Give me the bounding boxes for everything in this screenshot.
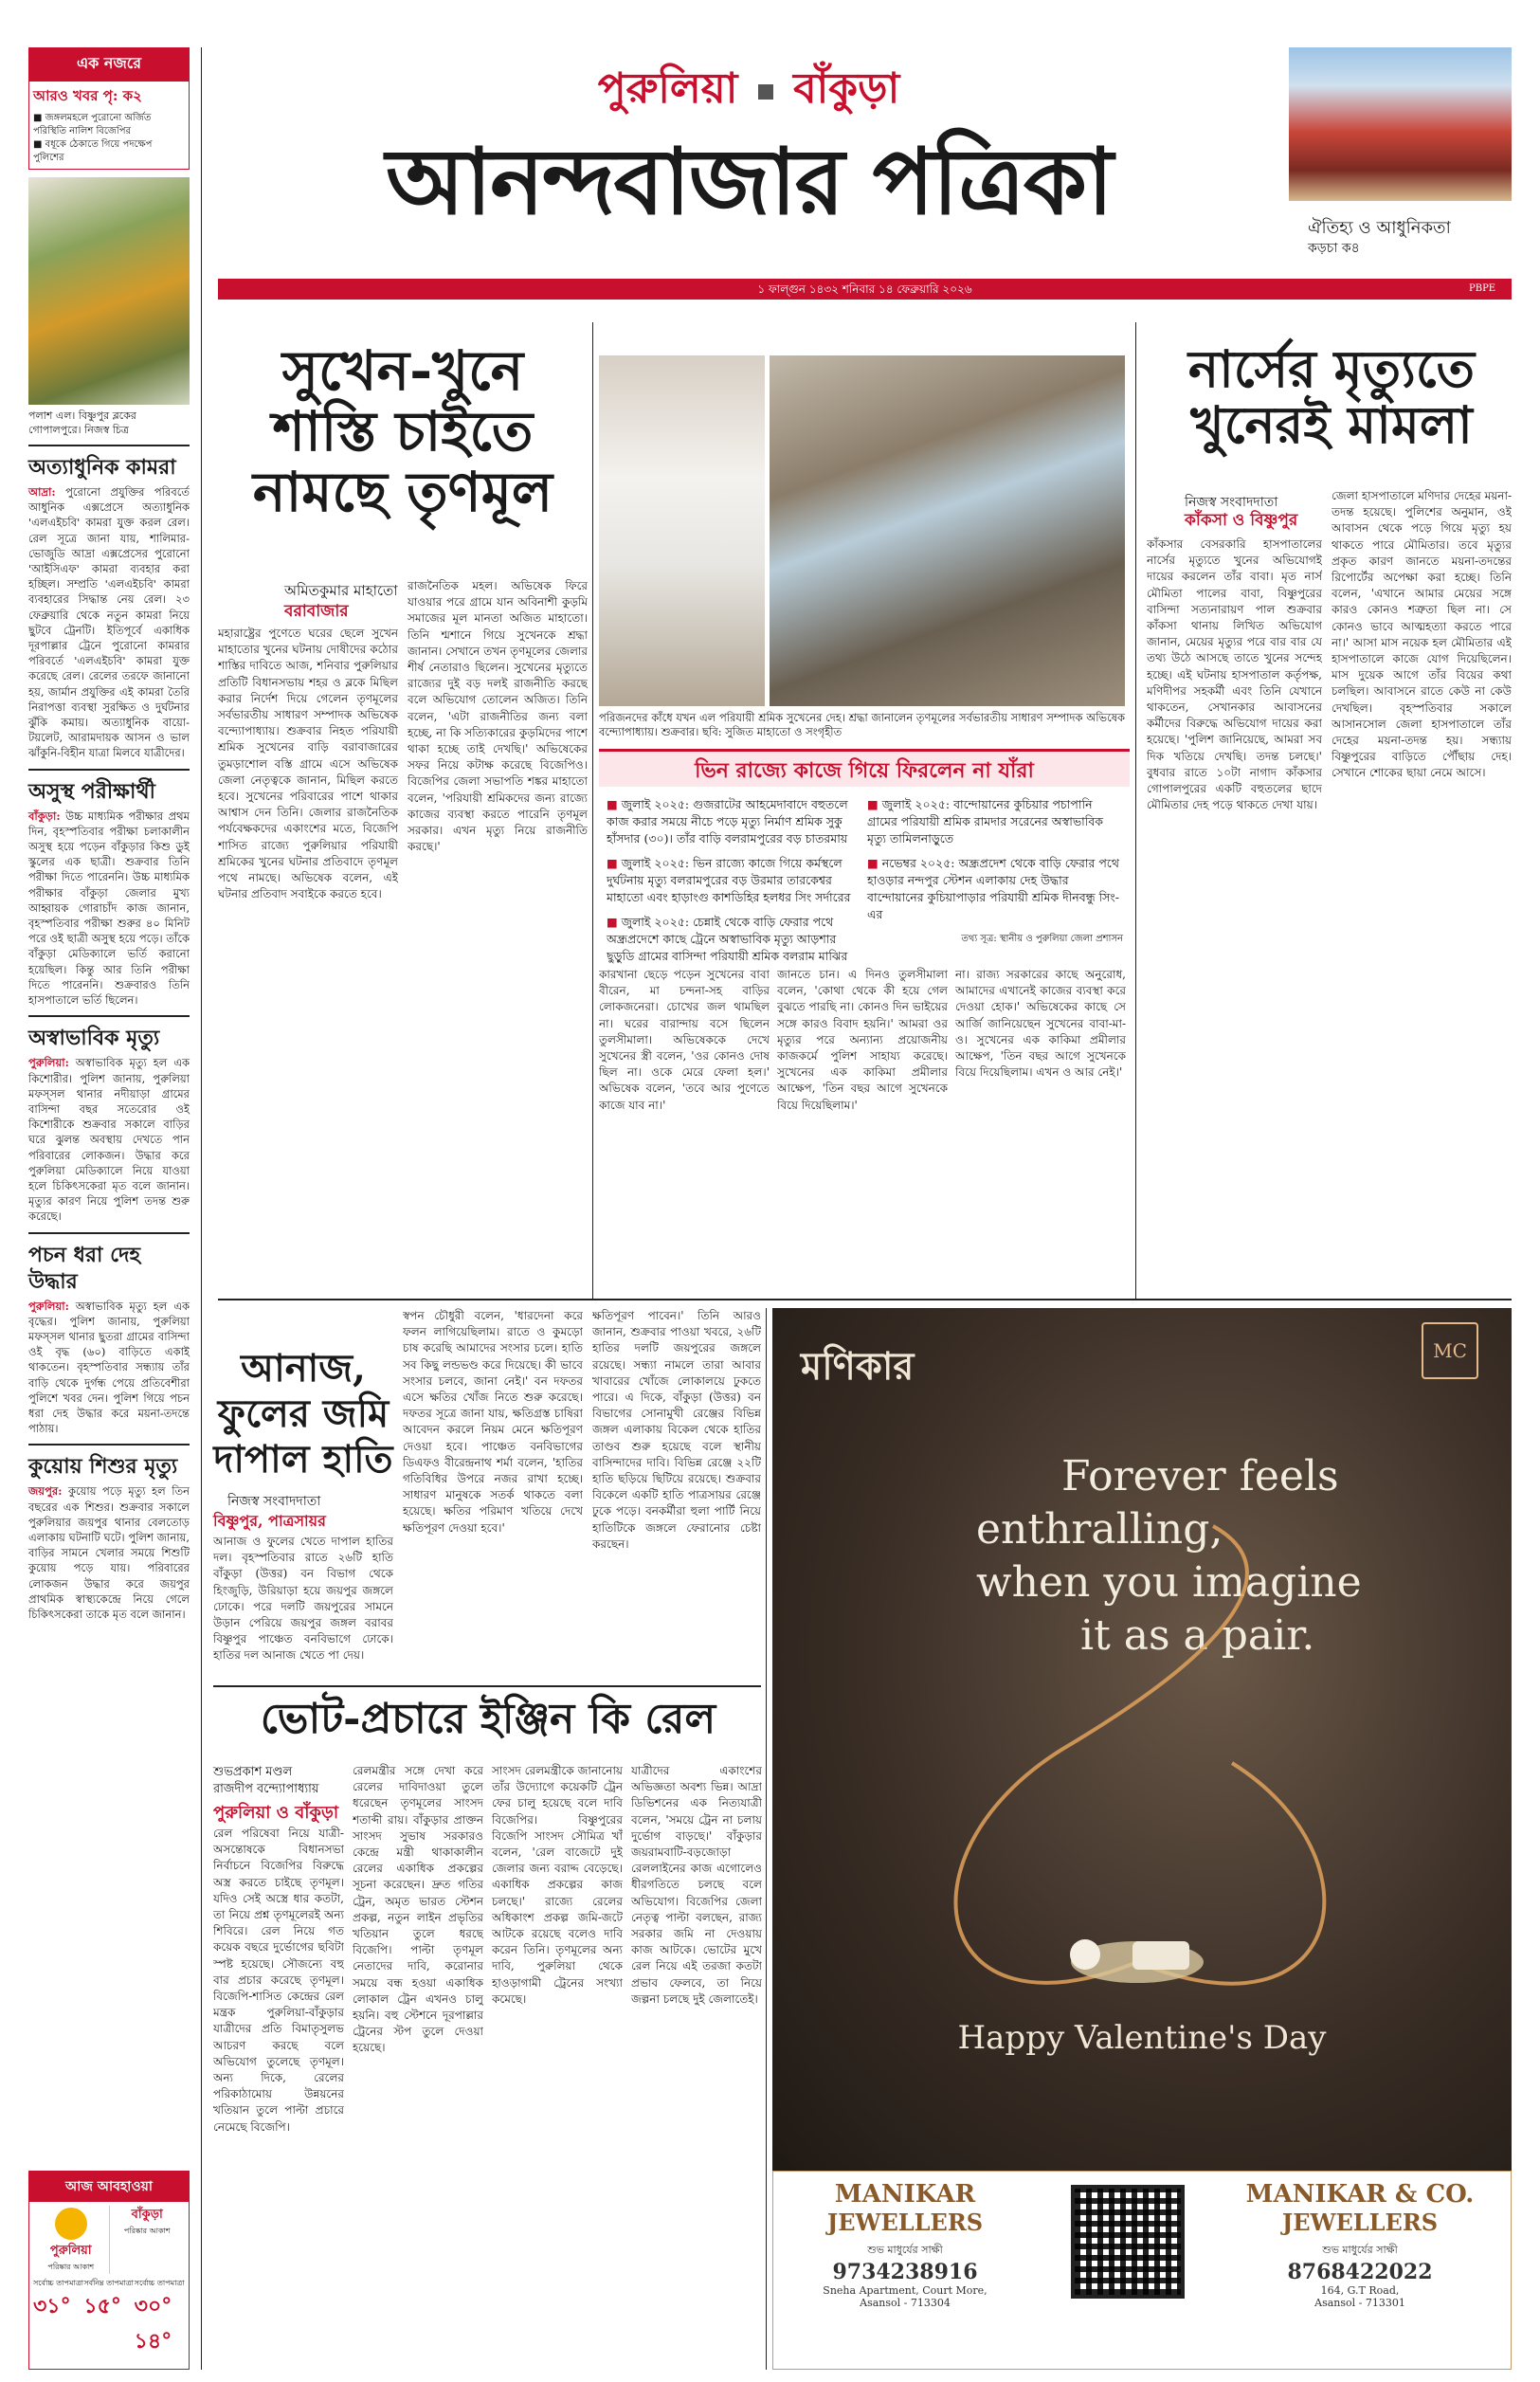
weather-condition: পরিষ্কার আকাশ bbox=[47, 2263, 95, 2271]
max-label: সর্বোচ্চ তাপমাত্রা bbox=[33, 2279, 83, 2287]
story-body: পুরুলিয়া: অস্বাভাবিক মৃত্যু হল এক কিশোরীর। পুলিশ জানায়, পুরুলিয়া মফস্সল থানার নদীয়াড়া গ্রামের বাসিন্দা বছর সতেরোর ওই কিশোরীকে শুক্রবার সকালে বাড়ির ঘরে ঝুলন্ত অবস্থায় দেখতে পান পরিবারের লোকজন। উদ্ধার করে পুরুলিয়া মেডিক্যালে নিয়ে যাওয়া হলে চিকিৎসকেরা মৃত বলে জানান। মৃত্যুর কারণ নিয়ে পুলিশ তদন্ত শুরু করেছে। bbox=[28, 1056, 190, 1224]
list-item: ■ জুলাই ২০২৫: ভিন রাজ্যে কাজে গিয়ে কর্মস্থলে দুর্ঘটনায় মৃত্যু বলরামপুরের বড় উরমার তারকেশ্বর মাহাতো এবং হাড়াংগু কাশডিহির হলধর সিং সর্দারের bbox=[607, 856, 851, 904]
list-item: ■ জুলাই ২০২৫: গুজরাটের আহমেদাবাদে বহুতলে কাজ করার সময়ে নীচে পড়ে মৃত্যু নির্মাণ শ্রমিক সুকু হাঁসদার (৩০)। তাঁর বাড়ি বলরামপুরের বড় চাতরমায় bbox=[607, 797, 848, 846]
byline: শুভপ্রকাশ মণ্ডল bbox=[213, 1765, 293, 1779]
nurse-body-col2: জেলা হাসপাতালে মণিদার দেহের ময়না-তদন্ত হয়েছে। পুলিশের অনুমান, ওই আবাসন থেকে পড়ে গিয়ে মৃত্যু হয় থাকতে পারে মৌমিতার। তবে মৃত্যুর প্রকৃত কারণ জানতে ময়না-তদন্তের রিপোর্টের অপেক্ষা করা হচ্ছে। তিনি বলেন, 'এখানে আমার মেয়ের সঙ্গে কারও কোনও শত্রুতা ছিল না। সে কোনও ভাবে আত্মহত্যা করতে পারে না।' আসা মাস নয়েক হল মৌমিতার এই হাসপাতালে কাজে যোগ দিয়েছিলেন। মাস দুয়েক আগে তাঁর বিয়ের কথা চলছিল। আবাসনে রাতে কেউ না কেউ দেখছিল। বৃহস্পতিবার সকালে আসানসোল জেলা হাসপাতালে তাঁর দেহের ময়না-তদন্ত হয়। সন্ধ্যায় বিষ্ণুপুরের বাড়িতে পৌঁছায় দেহ। সেখানে শোকের ছায়া নেমে আসে। bbox=[1332, 489, 1512, 780]
temp-max: ৩০° bbox=[134, 2294, 172, 2318]
byline: নিজস্ব সংবাদদাতা bbox=[1185, 495, 1278, 510]
elephant-headline: আনাজ, ফুলের জমি দাপাল হাতি bbox=[213, 1346, 393, 1482]
story-title: কুয়োয় শিশুর মৃত্যু bbox=[28, 1454, 178, 1480]
story-title: পচন ধরা দেহ উদ্ধার bbox=[28, 1242, 141, 1294]
info-box-right bbox=[867, 796, 1123, 948]
story-body: জয়পুর: কুয়োয় পড়ে মৃত্যু হল তিন বছরের এক শিশুর। শুক্রবার সকালে পুরুলিয়ার জয়পুর থানার বেলতোড় এলাকায় ঘটনাটি ঘটে। পুলিশ জানায়, বাড়ির সামনে খেলার সময়ে শিশুটি কুয়োয় পড়ে যায়। পরিবারের লোকজন উদ্ধার করে জয়পুর প্রাথমিক স্বাস্থ্যকেন্দ্রে নিয়ে গেলে চিকিৎসকেরা তাকে মৃত বলে জানান। bbox=[28, 1484, 190, 1621]
temp-min: ১৪° bbox=[134, 2329, 172, 2354]
elephant-body-col2: স্বপন চৌধুরী বলেন, 'ধারদেনা করে ফলন লাগিয়েছিলাম। রাতে ও কুমড়ো চাষ করেছি আমাদের সংসার চলে। হাতি সব কিছু লন্ডভণ্ড করে দিয়েছে। কী ভাবে সংসার চলবে, জানা নেই।' বন দফতর এসে ক্ষতির খোঁজ নিতে শুরু করেছে। দফতর সূত্রে জানা যায়, ক্ষতিগ্রস্ত চাষিরা আবেদন করলে নিয়ম মেনে ক্ষতিপূরণ দেওয়া হবে। পাঞ্চেত বনবিভাগের ডিএফও বীরেন্দ্রনাথ শর্মা বলেন, 'হাতির গতিবিধির উপরে নজর রাখা হচ্ছে। সাধারণ মানুষকে সতর্ক থাকতে বলা হয়েছে। ক্ষতির পরিমাণ খতিয়ে দেখে ক্ষতিপূরণ দেওয়া হবে।' bbox=[403, 1309, 583, 1535]
source-note: তথ্য সূত্র: স্থানীয় ও পুরুলিয়া জেলা প্রশাসন bbox=[961, 934, 1123, 944]
story-body: পুরুলিয়া: অস্বাভাবিক মৃত্যু হল এক বৃদ্ধের। পুলিশ জানায়, পুরুলিয়া মফস্সল থানার ছুতরা গ্রামের বাসিন্দা ওই বৃদ্ধ (৬০) বাড়িতে একাই থাকতেন। বৃহস্পতিবার সন্ধ্যায় তাঁর বাড়ি থেকে দুর্গন্ধ পেয়ে প্রতিবেশীরা পুলিশে খবর দেন। পুলিশ গিয়ে পচন ধরা দেহ উদ্ধার করে ময়না-তদন্তে পাঠায়। bbox=[28, 1299, 190, 1436]
weather-title: আজ আবহাওয়া bbox=[29, 2172, 189, 2202]
train-body-col2: রেলমন্ত্রীর সঙ্গে দেখা করে রেলের দাবিদাওয়া তুলে ধরেছেন তৃণমূলের সাংসদ শতাব্দী রায়। বাঁকুড়ার প্রাক্তন সাংসদ সুভাষ সরকারও কেন্দ্রে মন্ত্রী থাকাকালীন রেলের একাধিক প্রকল্পের সূচনা করেছেন। দ্রুত গতির ট্রেন, অমৃত ভারত স্টেশন প্রকল্প, নতুন লাইন প্রভৃতির খতিয়ান তুলে ধরছে বিজেপি। পাল্টা তৃণমূল নেতাদের দাবি, করোনার সময়ে বন্ধ হওয়া একাধিক লোকাল ট্রেন এখনও চালু হয়নি। বহু স্টেশনে দূরপাল্লার ট্রেনের স্টপ তুলে দেওয়া হয়েছে। bbox=[353, 1764, 483, 2055]
story-title: অস্বাভাবিক মৃত্যু bbox=[28, 1026, 160, 1051]
lead-cont-col2: জানতে চান। এ দিনও তুলসীমালা বলেন, 'কোথা থেকে কী হয়ে গেল বুঝতে পারছি না। কোনও দিন ভাইয়ের সঙ্গে কারও বিবাদ হয়নি।' আমরা ওর মৃত্যুর পরে অন্যান্য প্রয়োজনীয় কাজকর্মে পুলিশ সাহায্য করেছে। সুখেনের এক কাকিমা প্রমীলার আক্ষেপ, 'তিন বছর আগে সুখেনকে বিয়ে দিয়েছিলাম।' bbox=[777, 968, 948, 1112]
list-item: ■ জুলাই ২০২৫: চেন্নাই থেকে বাড়ি ফেরার পথে অন্ধ্রপ্রদেশে কাছে ট্রেনে অস্বাভাবিক মৃত্যু আড়শার ছুড়ুডি গ্রামের বাসিন্দা পরিযায়ী শ্রমিক বলরাম মাঝির bbox=[607, 915, 848, 963]
lead-body-col2: রাজনৈতিক মহল। অভিষেক ফিরে যাওয়ার পরে গ্রামে যান অবিনাশী কুড়মি সমাজের মূল মানতা অজিত মাহাতো। তিনি শ্মশানে গিয়ে সুখেনকে শ্রদ্ধা জানান। সেখানে তখন তৃণমূলের জেলার শীর্ষ নেতারাও ছিলেন। সুখেনের মৃত্যুতে রাজ্যের দুই বড় দলই রাজনীতি করছে বলে অভিযোগ তোলেন অজিত। তিনি বলেন, 'এটা রাজনীতির জন্য বলা হচ্ছে, না কি সত্যিকারের কুড়মিদের পাশে থাকা হচ্ছে তাই দেখছি।' অভিষেকের সফর নিয়ে কটাক্ষ করেছে বিজেপিও। বিজেপির জেলা সভাপতি শঙ্কর মাহাতো বলেন, 'পরিযায়ী শ্রমিকদের জন্য রাজ্যে কাজের ব্যবস্থা করতে পারেনি তৃণমূল সরকার। এখন মৃত্যু নিয়ে রাজনীতি করছে।' bbox=[408, 579, 588, 854]
left-sidebar bbox=[28, 47, 190, 2379]
promo-caption: ঐতিহ্য ও আধুনিকতা bbox=[1308, 218, 1451, 238]
ad-brand: মণিকার bbox=[801, 1344, 915, 1389]
list-item: ■ নভেম্বর ২০২৫: অন্ধ্রপ্রদেশ থেকে বাড়ি ফেরার পথে হাওড়ার নন্দপুর স্টেশন এলাকায় দেহ উদ্ধার বান্দোয়ানের কুচিয়াপাড়ার পরিযায়ী শ্রমিক দীনবন্ধু সিং-এর bbox=[867, 856, 1120, 921]
byline: নিজস্ব সংবাদদাতা bbox=[227, 1494, 321, 1509]
info-box-left bbox=[607, 796, 858, 965]
square-separator-icon bbox=[758, 84, 773, 100]
story-title: অত্যাধুনিক কামরা bbox=[28, 455, 176, 480]
photo-caption: পরিজনদের কাঁধে যখন এল পরিযায়ী শ্রমিক সুখেনের দেহ। শ্রদ্ধা জানালেন তৃণমূলের সর্বভারতীয় সাধারণ সম্পাদক অভিষেক বন্দ্যোপাধ্যায়। শুক্রবার। ছবি: সুজিত মাহাতো ও সংগৃহীত bbox=[599, 711, 1126, 738]
story-body: আদ্রা: পুরোনো প্রযুক্তির পরিবর্তে আধুনিক এক্সপ্রেসে অত্যাধুনিক 'এলএইচবি' কামরা যুক্ত করল রেল। রেল সূত্রে জানা যায়, শালিমার-ভোজুডি আদ্রা এক্সপ্রেসের পুরোনো 'আইসিএফ' কামরা ব্যবহার করা হচ্ছিল। সম্প্রতি 'এলএইচবি' কামরা ব্যবহারের সিদ্ধান্ত নেয় রেল। ২৩ ফেব্রুয়ারি থেকে নতুন কামরা নিয়ে ছুটবে ট্রেনটি। ইতিপূর্বে একাধিক দূরপাল্লার ট্রেনে পুরোনো কামরার পরিবর্তে 'এলএইচবি' কামরা যুক্ত করেছে রেল। রেলের তরফে জানানো হয়, জার্মান প্রযুক্তির এই কামরা তৈরি নিরাপত্তা ব্যবস্থা সুরক্ষিত ও দুর্ঘটনার ঝুঁকি কমায়। অত্যাধুনিক বায়ো-টয়লেট, আরামদায়ক আসন ও ভাল ঝাঁকুনি-বিহীন যাত্রা মিলবে যাত্রীদের। bbox=[28, 485, 190, 760]
ribbon-decoration bbox=[853, 1517, 1440, 2066]
sun-icon bbox=[55, 2208, 87, 2240]
store-one[interactable]: MANIKAR JEWELLERS শুভ মাধুর্যের সাক্ষী 9734238916 Sneha Apartment, Court More, Asansol - 713304 bbox=[823, 2180, 987, 2309]
dateline: ১ ফাল্গুন ১৪৩২ শনিবার ১৪ ফেব্রুয়ারি ২০২৬ bbox=[757, 282, 972, 296]
train-body-col1: রেল পরিষেবা নিয়ে যাত্রী-অসন্তোষকে বিধানসভা নির্বাচনে বিজেপির বিরুদ্ধে অস্ত্র করতে চাইছে তৃণমূল। যদিও সেই অস্ত্রে ধার কতটা, তা নিয়ে প্রশ্ন তৃণমূলেরই অন্য শিবিরে। রেল নিয়ে গত কয়েক বছরে দুর্ভোগের ছবিটা স্পষ্ট হয়েছে। সৌজন্যে বহু বার প্রচার করেছে তৃণমূল। বিজেপি-শাসিত কেন্দ্রের রেল মন্ত্রক পুরুলিয়া-বাঁকুড়ার যাত্রীদের প্রতি বিমাতৃসুলভ আচরণ করছে বলে অভিযোগ তুলেছে তৃণমূল। অন্য দিকে, রেলের পরিকাঠামোয় উন্নয়নের খতিয়ান তুলে পাল্টা প্রচারে নেমেছে বিজেপি। bbox=[213, 1827, 344, 2134]
lead-cont-col1: কারখানা ছেড়ে পড়েন সুখেনের বাবা বীরেন, মা চন্দনা-সহ বাড়ির লোকজনেরা। চোখের জল থামছিল না। ঘরের বারান্দায় বসে ছিলেন তুলসীমালা। অভিষেককে দেখে সুখেনের স্ত্রী বলেন, 'ওর কোনও দোষ ছিল না। ওকে মেরে ফেলা হল।' অভিষেক বলেন, 'তবে আর পুণেতে কাজে যাব না।' bbox=[599, 968, 770, 1112]
elephant-body-col3: ক্ষতিপূরণ পাবেন।' তিনি আরও জানান, শুক্রবার পাওয়া খবরে, ২৬টি হাতির দলটি জয়পুরের জঙ্গলে রয়েছে। সন্ধ্যা নামলে তারা আবার খাবারের খোঁজে লোকালয়ে ঢুকতে পারে। এ দিকে, বাঁকুড়া (উত্তর) বন বিভাগের সোনামুখী রেঞ্জের বিভিন্ন জঙ্গল এলাকায় বিকেল থেকে হাতির তাণ্ডব শুরু হয়েছে বলে স্থানীয় বাসিন্দাদের দাবি। বিভিন্ন রেঞ্জে ২২টি হাতি ছড়িয়ে ছিটিয়ে রয়েছে। শুক্রবার বিকেলে একটি হাতি পাত্রসায়র রেঞ্জে ঢুকে পড়ে। বনকর্মীরা হুলা পার্টি নিয়ে হাতিটিকে জঙ্গলে ফেরানোর চেষ্টা করছেন। bbox=[592, 1309, 761, 1551]
list-item: ■ জুলাই ২০২৫: বান্দোয়ানের কুচিয়ার পচাপানি গ্রামের পরিযায়ী শ্রমিক রামদার সরেনের অস্বাভাবিক মৃত্যু তামিলনাড়ুতে bbox=[867, 797, 1104, 846]
newspaper-name[interactable]: আনন্দবাজার পত্রিকা bbox=[386, 128, 1112, 235]
train-body-col4: যাত্রীদের একাংশের অভিজ্ঞতা অবশ্য ভিন্ন। আদ্রা ডিভিশনের এক নিত্যযাত্রী বলেন, 'সময়ে ট্রেন না চলায় দুর্ভোগ বাড়ছে।' বাঁকুড়ার জয়রামবাটি-বড়জোড়া রেললাইনের কাজ এগোলেও ধীরগতিতে চলছে বলে অভিযোগ। বিজেপির জেলা নেতৃত্ব পাল্টা বলছেন, রাজ্য সরকার জমি না দেওয়ায় কাজ আটকে। ভোটের মুখে রেল নিয়ে এই তরজা কতটা প্রভাব ফেলবে, তা নিয়ে জল্পনা চলছে দুই জেলাতেই। bbox=[631, 1764, 762, 2006]
weather-condition: পরিষ্কার আকাশ bbox=[123, 2227, 171, 2235]
dance-photo bbox=[1289, 47, 1512, 201]
dateline-place: বিষ্ণুপুর, পাত্রসায়র bbox=[213, 1512, 326, 1530]
index-box bbox=[28, 81, 190, 170]
story-body: বাঁকুড়া: উচ্চ মাধ্যমিক পরীক্ষার প্রথম দিন, বৃহস্পতিবার পরীক্ষা চলাকালীন অসুস্থ হয়ে পড়েন বাঁকুড়ার কিশু ডুই স্কুলের এক ছাত্রী। শুক্রবার তিনি পরীক্ষা দিতে পারেননি। উচ্চ মাধ্যমিক পরীক্ষার বাঁকুড়া জেলার মুখ্য আহ্বায়ক গোরাচাঁদ কাজ জানান, বৃহস্পতিবার পরীক্ষা শুরুর ৪০ মিনিট পরে ওই ছাত্রী অসুস্থ হয়ে পড়ে। তাঁকে বাঁকুড়া মেডিক্যালে ভর্তি করানো হয়েছিল। কিন্তু আর তিনি পরীক্ষা দিতে পারেননি। শুক্রবারও তিনি হাসপাতালে ভর্তি ছিলেন। bbox=[28, 809, 190, 1008]
tribute-photo bbox=[599, 355, 765, 706]
index-title[interactable]: আরও খবর পৃ: ক২ bbox=[33, 87, 142, 104]
edition-code: PBPE bbox=[1469, 283, 1496, 294]
nurse-headline: নার্সের মৃত্যুতে খুনেরই মামলা bbox=[1187, 338, 1476, 456]
promo-box[interactable] bbox=[1289, 47, 1512, 209]
train-body-col3: সাংসদ রেলমন্ত্রীকে জানানোয় তাঁর উদ্যোগে কয়েকটি ট্রেন ফের চালু হয়েছে বলে দাবি বিজেপির। বিষ্ণুপুরের বিজেপি সাংসদ সৌমিত্র খাঁ বলেন, 'রেল বাজেটে দুই জেলার জন্য বরাদ্দ বেড়েছে। একাধিক প্রকল্পের কাজ চলছে।' রাজ্যে রেলের অধিকাংশ প্রকল্প জমি-জটে আটকে রয়েছে বলেও দাবি করেন তিনি। তৃণমূলের অন্য দাবি, পুরুলিয়া থেকে হাওড়াগামী ট্রেনের সংখ্যা কমেছে। bbox=[492, 1764, 623, 2006]
lead-body-col1: মহারাষ্ট্রের পুণেতে ঘরের ছেলে সুখেন মাহাতোর খুনের ঘটনায় দোষীদের কঠোর শাস্তির দাবিতে আজ, শনিবার পুরুলিয়ার প্রতিটি বিধানসভায় শহর ও ব্লকে মিছিল করার নির্দেশ দিয়ে গেলেন তৃণমূলের সর্বভারতীয় সাধারণ সম্পাদক অভিষেক বন্দ্যোপাধ্যায়। শুক্রবার নিহত পরিযায়ী শ্রমিক সুখেনের বাড়ি বরাবাজারের তুমড়াশোল বস্তি গ্রামে এসে অভিষেক জেলা নেতৃত্বকে জানান, মিছিল করতে হবে। সুখেনের পরিবারের পাশে থাকার আশ্বাস দেন তিনি। জেলার রাজনৈতিক পর্যবেক্ষকদের একাংশের মতে, বিজেপি শাসিত রাজ্যে পুরুলিয়ার পরিযায়ী শ্রমিকের খুনের ঘটনার প্রতিবাদে তৃণমূল পথে নামছে। অভিষেক বলেন, এই ঘটনার প্রতিবাদ সবাইকে করতে হবে। bbox=[218, 627, 398, 901]
temp-min: ১৫° bbox=[83, 2294, 121, 2318]
info-box-title: ভিন রাজ্যে কাজে গিয়ে ফিরলেন না যাঁরা bbox=[695, 758, 1034, 783]
store-two[interactable]: MANIKAR & CO. JEWELLERS শুভ মাধুর্যের সাক্ষী 8768422022 164, G.T Road, Asansol - 713301 bbox=[1245, 2180, 1475, 2309]
dateline-place: কাঁকসা ও বিষ্ণুপুর bbox=[1185, 511, 1298, 530]
qr-code-icon[interactable] bbox=[1071, 2185, 1185, 2299]
edition-title: পুরুলিয়া বাঁকুড়া bbox=[597, 64, 900, 113]
nurse-body-col1: কাঁকসার বেসরকারি হাসপাতালের নার্সের মৃত্যুতে খুনের অভিযোগই দায়ের করলেন তাঁর বাবা। মৃত নার্স মৌমিতা পালের বাবা, বিষ্ণুপুরের বাসিন্দা সত্যনারায়ণ পাল শুক্রবার কাঁকসা থানায় লিখিত অভিযোগ জানান, মেয়ের মৃত্যুর পরে বার বার যে তথ্য উঠে আসছে তাতে খুনের সন্দেহ হচ্ছে। এই ঘটনায় হাসপাতাল কর্তৃপক্ষ, মণিদীপর সহকর্মী এবং তিনি যেখানে থাকতেন, সেখানকার আবাসনের কর্মীদের বিরুদ্ধে অভিযোগ দায়ের করা হয়েছে। 'পুলিশ জানিয়েছে, আমরা সব দিক খতিয়ে দেখছি। তদন্ত চলছে।' বুধবার রাতে ১০টা নাগাদ কাঁকসার গোপালপুরের একটি বহুতলের ছাদে মৌমিতার দেহ পড়ে থাকতে দেখা যায়। bbox=[1147, 537, 1322, 812]
ad-tagline: Forever feels enthralling, when you imagine it as a pair. bbox=[976, 1452, 1362, 1660]
ad-greeting: Happy Valentine's Day bbox=[957, 2019, 1327, 2057]
byline: অমিতকুমার মাহাতো bbox=[284, 582, 398, 599]
city-name: বাঁকুড়া bbox=[131, 2208, 163, 2222]
byline: রাজদীপ বন্দ্যোপাধ্যায় bbox=[213, 1782, 319, 1796]
index-item[interactable]: ■ বধূকে ঠেকাতে গিয়ে পদক্ষেপ পুলিশের bbox=[33, 139, 153, 163]
max-label: সর্বোচ্চ তাপমাত্রা bbox=[134, 2279, 185, 2287]
brand-logo: MC bbox=[1422, 1322, 1478, 1379]
min-label: সর্বনিম্ন তাপমাত্রা bbox=[83, 2279, 134, 2287]
weather-box bbox=[28, 2171, 190, 2370]
masthead bbox=[218, 57, 1279, 284]
story-title: অসুস্থ পরীক্ষার্থী bbox=[28, 778, 155, 804]
city-name: পুরুলিয়া bbox=[49, 2244, 92, 2258]
train-headline: ভোট-প্রচারে ইঞ্জিন কি রেল bbox=[260, 1695, 716, 1743]
lead-headline: সুখেন-খুনে শাস্তি চাইতে নামছে তৃণমূল bbox=[252, 338, 553, 524]
elephant-body-col1: আনাজ ও ফুলের খেতে দাপাল হাতির দল। বৃহস্পতিবার রাতে ২৬টি হাতি বাঁকুড়া (উত্তর) বন বিভাগ থেকে হিংজুড়ি, উরিয়াড়া হয়ে জয়পুর জঙ্গলে ঢোকে। পরে দলটি জয়পুরের সামনে উড়ান পেরিয়ে জয়পুর জঙ্গল বরাবর বিষ্ণুপুর পাঞ্চেত বনবিভাগে ঢোকে। হাতির দল আনাজ খেতে পা দেয়। bbox=[213, 1535, 393, 1663]
lead-cont-col3: না। রাজ্য সরকারের কাছে অনুরোধ, আমাদের এখানেই কাজের ব্যবস্থা করে দেওয়া হোক।' অভিষেকের কাছে সে আর্জি জানিয়েছেন সুখেনের বাবা-মা-ও। সুখেনের এক কাকিমা প্রমীলার আক্ষেপ, 'তিন বছর আগে সুখেনকে বিয়ে দিয়েছিলাম। এখন ও আর নেই।' bbox=[955, 968, 1126, 1080]
palash-photo bbox=[28, 177, 190, 405]
index-item[interactable]: ■ জঙ্গলমহলে পুরোনো অর্জিত পরিস্থিতি নালিশ বিজেপির bbox=[33, 113, 152, 136]
promo-page: কড়চা ক৪ bbox=[1308, 241, 1360, 256]
sidebar-tag: এক নজরে bbox=[28, 47, 190, 81]
dateline-place: বরাবাজার bbox=[284, 602, 349, 621]
coffin-photo bbox=[770, 355, 1125, 706]
photo-caption: পলাশ এল। বিষ্ণুপুর ব্লকের গোপালপুরে। নিজস্ব চিত্র bbox=[28, 409, 136, 436]
temp-max: ৩১° bbox=[33, 2294, 71, 2318]
dateline-place: পুরুলিয়া ও বাঁকুড়া bbox=[213, 1803, 339, 1823]
